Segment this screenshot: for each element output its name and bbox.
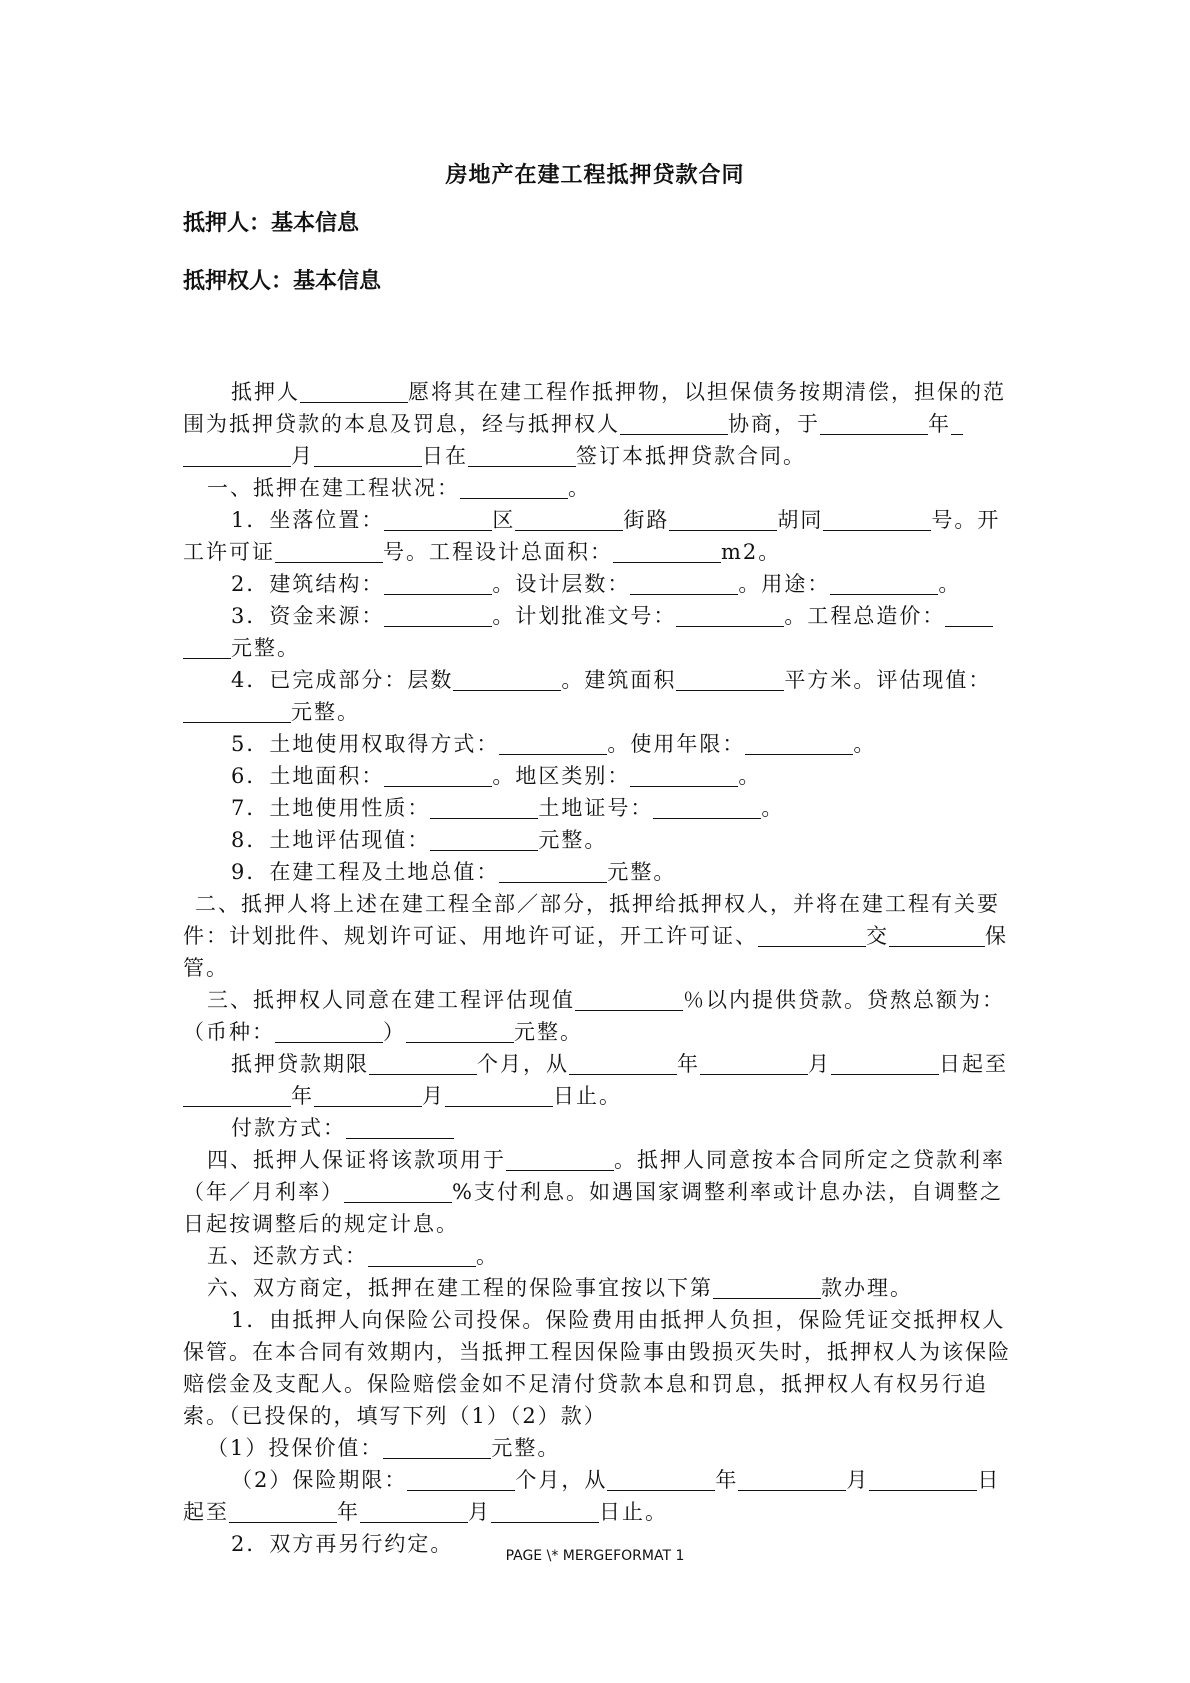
item-2-structure: 2．建筑结构： 。设计层数： 。用途： 。 [231, 572, 962, 596]
item-3-funding: 3．资金来源： 。计划批准文号： 。工程总造价：元整。 [183, 600, 1019, 664]
item-6-land-area: 6．土地面积： 。地区类别： 。 [231, 764, 762, 788]
insurance-value-line: （1）投保价值： 元整。 [207, 1436, 561, 1460]
section-1-heading: 一、抵押在建工程状况： 。 [207, 476, 591, 500]
item-4-completed-part: 4．已完成部分：层数 。建筑面积 平方米。评估现值：元整。 [183, 664, 1019, 728]
insurance-clause-2: 2．双方再另行约定。 [231, 1532, 454, 1556]
item-8-land-valuation: 8．土地评估现值： 元整。 [231, 828, 608, 852]
item-7-land-use-nature: 7．土地使用性质： 土地证号： 。 [231, 796, 785, 820]
loan-term-paragraph: 抵押贷款期限 个月，从 年 月 日起至年 月 日止。 [183, 1048, 1019, 1112]
item-1-location: 1．坐落位置： 区 街路 胡同 号。开工许可证 号。工程设计总面积： m2。 [183, 508, 1001, 564]
payment-method-line: 付款方式： [183, 1112, 1019, 1144]
section-5-line: 五、还款方式： 。 [207, 1244, 499, 1268]
section-3-paragraph: 三、抵押权人同意在建工程评估现值 ％以内提供贷款。贷熬总额为：（币种： ） 元整。 [183, 988, 1005, 1044]
mortgagor-line: 抵押人：基本信息 [183, 210, 360, 236]
contract-body [183, 376, 1019, 1560]
preamble-paragraph: 抵押人 愿将其在建工程作抵押物，以担保债务按期清偿，担保的范围为抵押贷款的本息及罚息，经与抵押权人 协商，于 年月 日在 签订本抵押贷款合同。 [183, 380, 1006, 468]
page-footer: PAGE \* MERGEFORMAT 1 [505, 1548, 685, 1564]
insurance-clause-1: 1．由抵押人向保险公司投保。保险费用由抵押人负担，保险凭证交抵押权人保管。在本合同有效期内，当抵押工程因保险事由毁损灭失时，抵押权人为该保险赔偿金及支配人。保险赔偿金如不足清付贷款本息和罚息，抵押权人有权另行追索。（已投保的，填写下列（1）（2）款） [183, 1308, 1011, 1428]
item-5-land-use-right: 5．土地使用权取得方式： 。使用年限： 。 [231, 732, 877, 756]
section-2-paragraph: 二、抵押人将上述在建工程全部／部分，抵押给抵押权人，并将在建工程有关要件：计划批件、规划许可证、用地许可证，开工许可证、 交 保管。 [183, 892, 1008, 980]
document-title: 房地产在建工程抵押贷款合同 [445, 162, 745, 188]
section-6-line: 六、双方商定，抵押在建工程的保险事宜按以下第 款办理。 [207, 1276, 913, 1300]
insurance-period-paragraph: （2）保险期限： 个月，从 年 月 日起至 年 月 日止。 [183, 1468, 1001, 1524]
item-9-total-value: 9．在建工程及土地总值： 元整。 [231, 860, 677, 884]
mortgagee-line: 抵押权人：基本信息 [183, 268, 382, 294]
section-4-paragraph: 四、抵押人保证将该款项用于 。抵押人同意按本合同所定之贷款利率（年／月利率） %支付利息。如遇国家调整利率或计息办法，自调整之日起按调整后的规定计息。 [183, 1148, 1005, 1236]
